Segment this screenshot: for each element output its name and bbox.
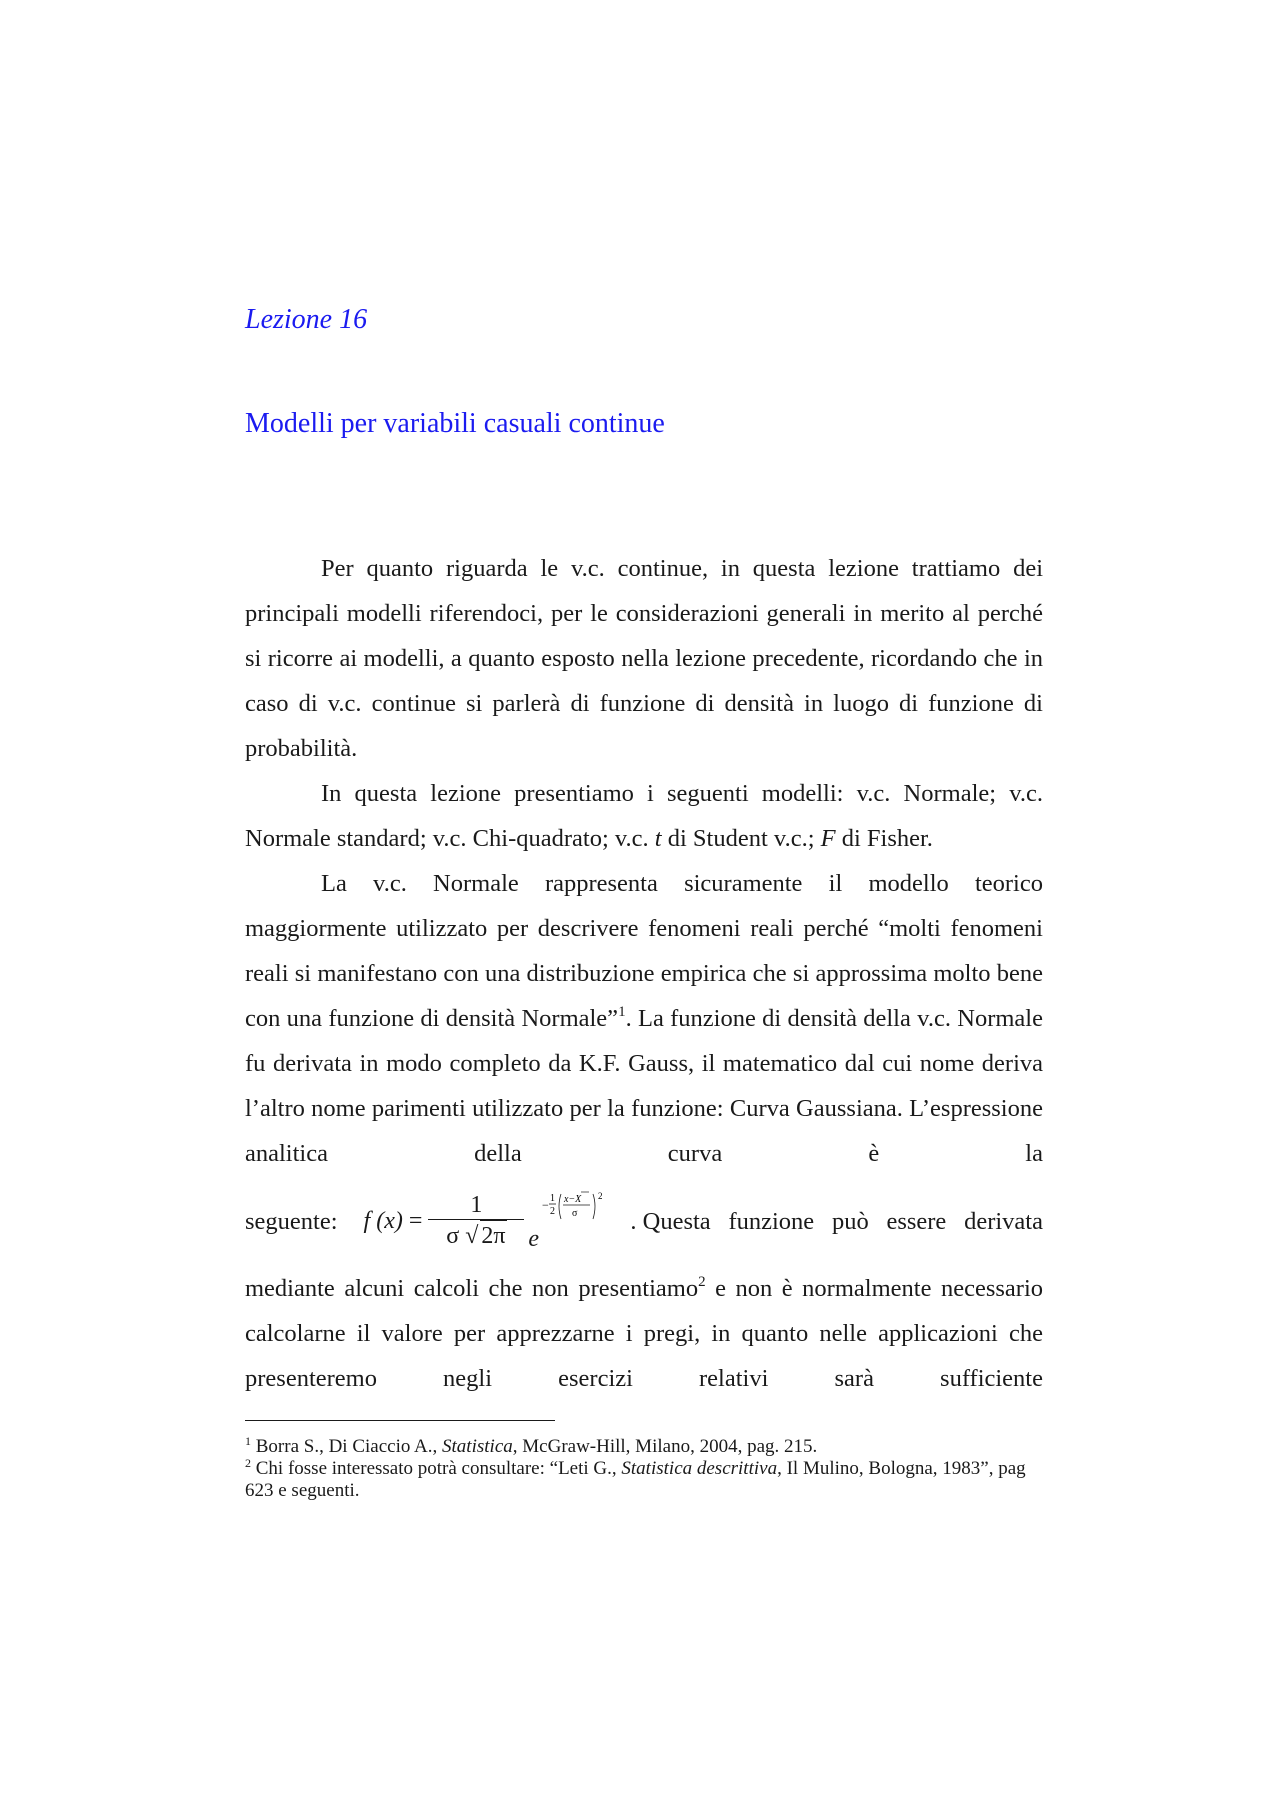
formula-fraction [428, 1191, 524, 1251]
paragraph-4: mediante alcuni calcoli che non presentiamo$^2$ e non è normalmente necessario calcolarne il valore per apprezzarne i pregi, in quanto nelle applicazioni che presenteremo negli esercizi relativi sarà sufficiente [245, 1274, 1044, 1392]
svg-text:−: − [542, 1198, 550, 1212]
formula-denominator: σ √ 2π [446, 1220, 506, 1251]
footnote-2: $^2$ Chi fosse interessato potrà consultare: “Leti G., Statistica descrittiva, Il Mulino, Bologna, 1983”, pag 623 e seguenti. [245, 1456, 1026, 1501]
lesson-number: Lezione 16 [245, 304, 368, 335]
formula-exponent [542, 1191, 618, 1225]
svg-text:1: 1 [550, 1193, 556, 1204]
paragraph-1: Per quanto riguarda le v.c. continue, in questa lezione trattiamo dei principali modelli riferendoci, per le considerazioni generali in merito al perché si ricorre ai modelli, a quanto esposto nella lezione precedente, ricordando che in caso di v.c. continue si parlerà di funzione di densità in luogo di funzione di probabilità. [245, 555, 1043, 762]
formula-lead-word: seguente: [245, 1207, 338, 1235]
svg-text:2: 2 [550, 1206, 556, 1217]
section-title: Modelli per variabili casuali continue [245, 408, 665, 439]
paragraph-2: In questa lezione presentiamo i seguenti modelli: v.c. Normale; v.c. Normale standard; v.c. Chi-quadrato; v.c. t di Student v.c.; F di Fisher. [245, 780, 1043, 852]
f-symbol: F [820, 825, 836, 852]
svg-text:x−X: x−X [564, 1194, 582, 1205]
body-text [245, 546, 1043, 1401]
formula-lhs: f (x) [363, 1207, 403, 1234]
gaussian-formula [364, 1191, 617, 1251]
footnote-1: $^1$ Borra S., Di Ciaccio A., Statistica, McGraw-Hill, Milano, 2004, pag. 215. [245, 1434, 818, 1457]
footnote-ref-1[interactable]: 1 [618, 1004, 626, 1020]
svg-text:2: 2 [598, 1191, 603, 1201]
sqrt-radicand: 2π [480, 1220, 506, 1251]
formula-exponential [526, 1191, 616, 1251]
formula-numerator: 1 [470, 1192, 483, 1218]
formula-base: e [528, 1226, 540, 1252]
formula-trailing-text: . Questa funzione può essere derivata [630, 1207, 1043, 1235]
footnote-divider [245, 1420, 555, 1421]
t-symbol: t [654, 825, 662, 852]
formula-equals: = [408, 1207, 423, 1234]
svg-text:σ: σ [572, 1208, 578, 1219]
footnotes [245, 1436, 1043, 1502]
formula-line [245, 1176, 1043, 1266]
footnote-ref-2[interactable]: 2 [698, 1274, 706, 1290]
paragraph-3: La v.c. Normale rappresenta sicuramente il modello teorico maggiormente utilizzato per descrivere fenomeni reali perché “molti fenomeni reali si manifestano con una distribuzione empirica che si approssima molto bene con una funzione di densità Normale”$^1$. La funzione di densità della v.c. Normale fu derivata in modo completo da K.F. Gauss, il matematico dal cui nome deriva l’altro nome parimenti utilizzato per la funzione: Curva Gaussiana. L’espressione analitica della curva è la [245, 870, 1043, 1167]
